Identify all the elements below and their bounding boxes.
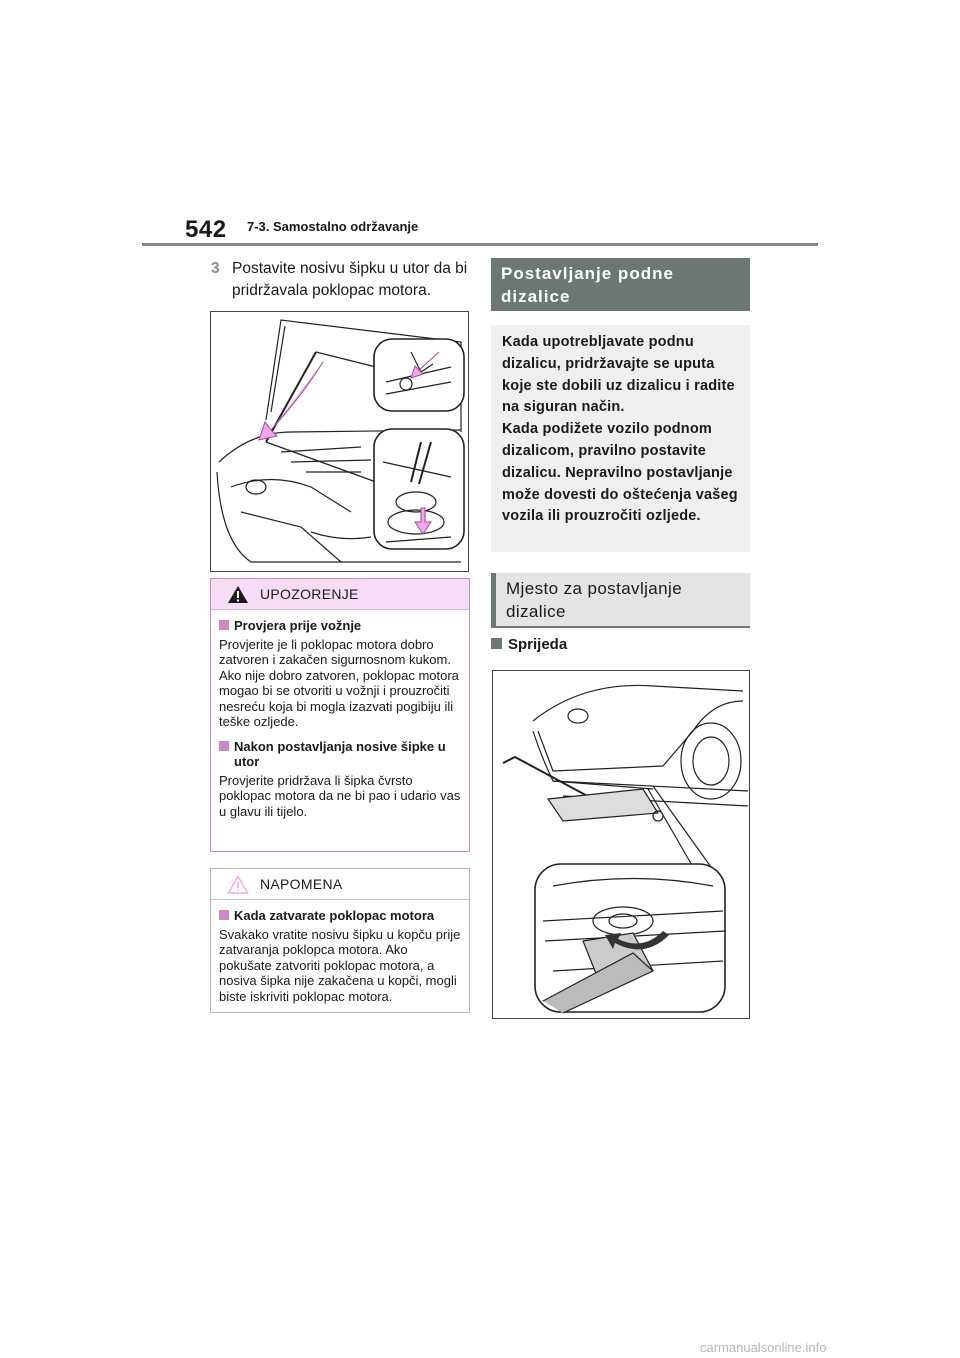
square-bullet-icon <box>219 741 229 751</box>
jack-point-subheading <box>491 573 750 628</box>
notice-header <box>211 869 469 900</box>
hood-rod-drawing <box>211 312 468 571</box>
warning-heading-2: Nakon postavljanja nosive šipke u utor <box>234 738 446 769</box>
square-bullet-icon <box>219 910 229 920</box>
step-text: Postavite nosivu šipku u utor da bi pridržavala poklopac motora. <box>232 260 468 299</box>
caution-triangle-icon <box>227 875 249 894</box>
page-number: 542 <box>185 216 227 243</box>
step-number: 3 <box>211 260 220 277</box>
warning-triangle-icon <box>227 585 249 604</box>
warning-body <box>211 610 469 819</box>
floor-jack-heading-text: Postavljanje podne dizalice <box>501 264 674 306</box>
warning-header <box>211 579 469 610</box>
front-label <box>491 636 567 653</box>
warning-box <box>210 578 470 852</box>
notice-heading-1: Kada zatvarate poklopac motora <box>234 908 435 923</box>
floor-jack-intro-text: Kada upotrebljavate podnu dizalicu, pridržavajte se uputa koje ste dobili uz dizalicu i radite na siguran način. Kada podižete vozilo podnom dizalicom, pravilno postavite dizalicu. Nepravilno postavljanje može dovesti do oštećenja vašeg vozila ili prouzročiti ozljede. <box>502 334 738 525</box>
warning-text-1: Provjerite je li poklopac motora dobro zatvoren i zakačen sigurnosnom kukom. Ako nije dobro zatvoren, poklopac motora mogao bi se otvoriti u vožnji i prouzročiti nesreću koja bi mogla izazvati pogibiju ili teške ozljede. <box>219 636 459 729</box>
subheading-rule <box>491 626 750 628</box>
notice-body <box>211 900 469 1004</box>
section-title: 7-3. Samostalno održavanje <box>247 219 419 234</box>
warning-item-heading <box>219 739 461 770</box>
warning-item-heading <box>219 618 461 634</box>
notice-box <box>210 868 470 1013</box>
front-label-text: Sprijeda <box>508 636 568 653</box>
watermark: carmanualsonline.info <box>700 1340 827 1355</box>
hood-support-illustration <box>210 311 469 572</box>
floor-jack-intro <box>491 325 750 552</box>
warning-title: UPOZORENJE <box>260 586 359 602</box>
notice-text-1: Svakako vratite nosivu šipku u kopču prije zatvaranja poklopca motora. Ako pokušate zatvoriti poklopac motora, a nosiva šipka nije zakačena u kopči, mogli biste iskriviti poklopac motora. <box>219 926 461 1004</box>
jack-point-illustration <box>492 670 750 1019</box>
notice-item-heading <box>219 908 461 924</box>
jack-point-drawing <box>493 671 749 1018</box>
notice-title: NAPOMENA <box>260 876 343 892</box>
square-bullet-icon <box>219 620 229 630</box>
header-divider <box>142 243 818 246</box>
jack-point-subheading-text: Mjesto za postavljanje dizalice <box>506 579 683 621</box>
warning-heading-1: Provjera prije vožnje <box>234 618 362 633</box>
square-bullet-icon <box>491 638 502 649</box>
floor-jack-heading <box>491 258 750 311</box>
warning-text-2: Provjerite pridržava li šipka čvrsto poklopac motora da ne bi pao i udario vas u glavu ili tijelo. <box>219 772 461 819</box>
